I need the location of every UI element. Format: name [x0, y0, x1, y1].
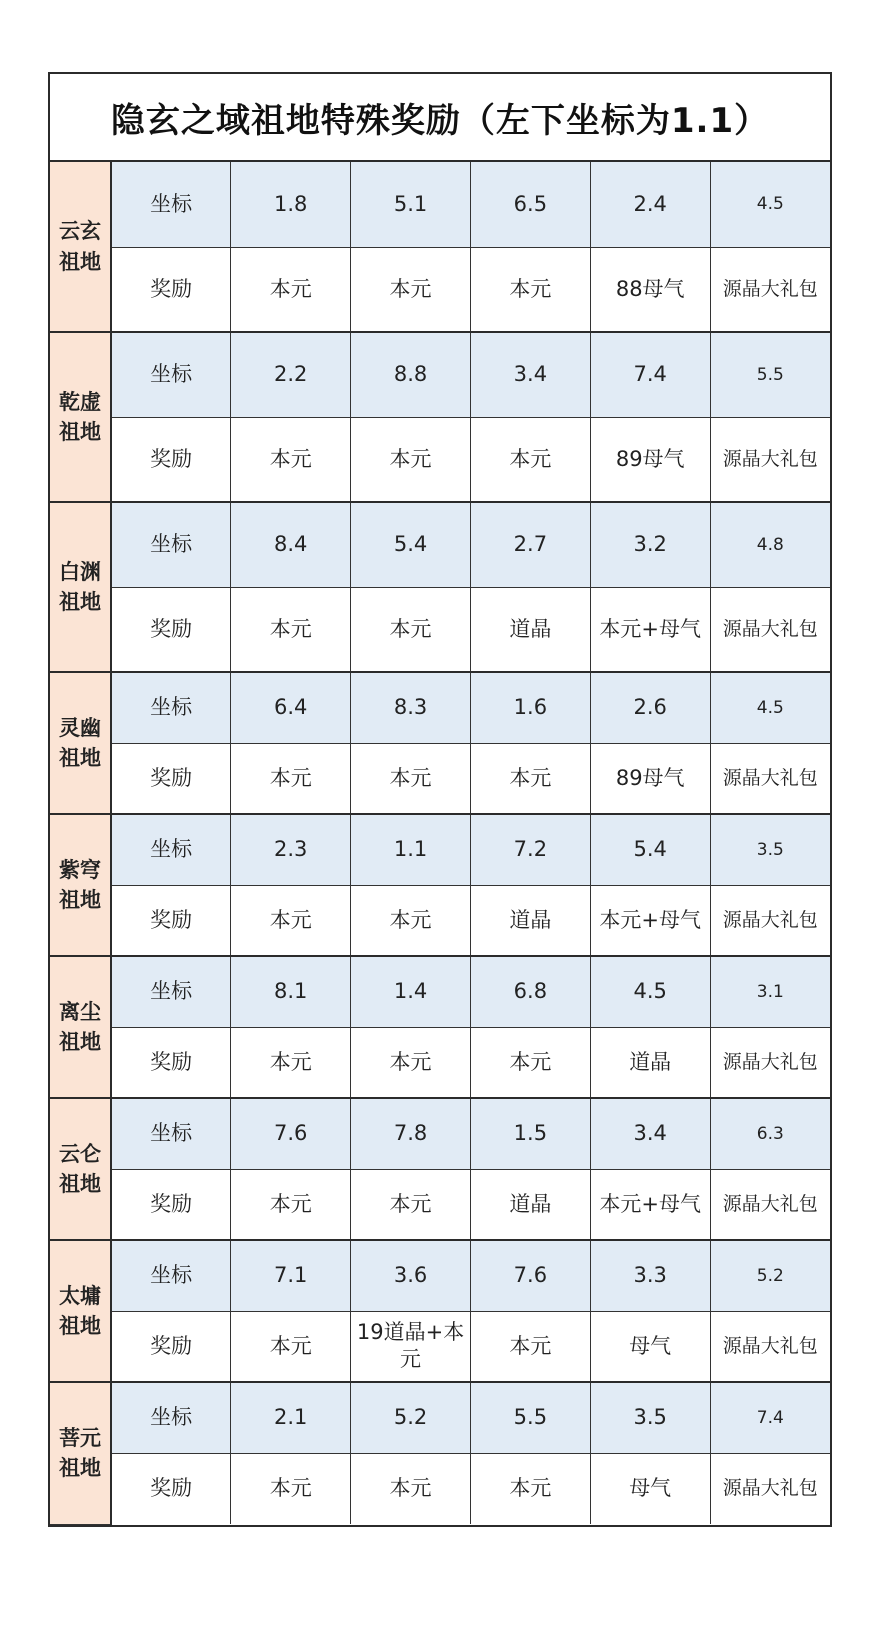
reward-row: [50, 1453, 830, 1524]
reward-cell: 道晶: [470, 1169, 590, 1240]
realm-name-line2: 祖地: [58, 590, 101, 614]
coord-cell: 7.6: [231, 1098, 351, 1169]
reward-label-cell: 奖励: [111, 417, 231, 502]
reward-cell: 本元: [231, 1311, 351, 1382]
reward-cell: 本元: [351, 743, 471, 814]
coord-row: [50, 162, 830, 247]
coord-cell: 8.3: [351, 672, 471, 743]
reward-cell: 本元: [470, 743, 590, 814]
reward-label-cell: 奖励: [111, 247, 231, 332]
coord-row: [50, 1382, 830, 1453]
reward-cell: 母气: [590, 1311, 710, 1382]
reward-cell: 本元: [470, 1311, 590, 1382]
coord-cell: 8.8: [351, 332, 471, 417]
coord-cell: 6.4: [231, 672, 351, 743]
realm-name-line1: 云仑: [58, 1141, 101, 1166]
coord-cell: 7.4: [710, 1382, 830, 1453]
coord-cell: 5.4: [351, 502, 471, 587]
coord-cell: 7.4: [590, 332, 710, 417]
realm-name-line1: 白渊: [58, 559, 101, 584]
reward-row: [50, 417, 830, 502]
reward-cell: 本元+母气: [590, 885, 710, 956]
reward-cell: 本元: [351, 247, 471, 332]
coord-cell: 6.8: [470, 956, 590, 1027]
coord-label-cell: 坐标: [111, 814, 231, 885]
coord-cell: 1.4: [351, 956, 471, 1027]
reward-cell: 本元: [470, 1453, 590, 1524]
reward-row: [50, 743, 830, 814]
coord-cell: 3.4: [470, 332, 590, 417]
reward-cell: 本元: [231, 1169, 351, 1240]
coord-label-cell: 坐标: [111, 1240, 231, 1311]
reward-cell: 源晶大礼包: [710, 1027, 830, 1098]
reward-label-cell: 奖励: [111, 1169, 231, 1240]
reward-cell: 本元: [351, 1027, 471, 1098]
reward-row: [50, 247, 830, 332]
realm-name-line2: 祖地: [58, 1030, 101, 1054]
coord-cell: 4.5: [710, 672, 830, 743]
coord-cell: 8.1: [231, 956, 351, 1027]
coord-cell: 1.1: [351, 814, 471, 885]
reward-cell: 本元: [231, 587, 351, 672]
reward-cell: 本元: [231, 1027, 351, 1098]
realm-name-line1: 乾虚: [58, 389, 101, 414]
coord-label-cell: 坐标: [111, 1098, 231, 1169]
coord-row: [50, 1240, 830, 1311]
coord-cell: 4.8: [710, 502, 830, 587]
reward-label-cell: 奖励: [111, 587, 231, 672]
realm-name-cell: [50, 502, 111, 672]
reward-row: [50, 1169, 830, 1240]
reward-table: [50, 162, 830, 1525]
reward-cell: 母气: [590, 1453, 710, 1524]
coord-cell: 6.3: [710, 1098, 830, 1169]
realm-name-line1: 灵幽: [58, 715, 101, 740]
reward-cell: 源晶大礼包: [710, 417, 830, 502]
reward-cell: 道晶: [470, 885, 590, 956]
realm-name-line1: 太墉: [58, 1283, 101, 1308]
reward-table-sheet: [48, 72, 832, 1527]
reward-cell: 源晶大礼包: [710, 1169, 830, 1240]
coord-cell: 8.4: [231, 502, 351, 587]
realm-name-cell: [50, 956, 111, 1098]
coord-cell: 2.4: [590, 162, 710, 247]
coord-row: [50, 956, 830, 1027]
coord-label-cell: 坐标: [111, 332, 231, 417]
coord-cell: 3.5: [590, 1382, 710, 1453]
coord-label-cell: 坐标: [111, 162, 231, 247]
coord-label-cell: 坐标: [111, 672, 231, 743]
coord-cell: 2.1: [231, 1382, 351, 1453]
reward-cell: 本元: [351, 417, 471, 502]
coord-cell: 4.5: [710, 162, 830, 247]
reward-label-cell: 奖励: [111, 1027, 231, 1098]
coord-cell: 3.4: [590, 1098, 710, 1169]
realm-name-line1: 云玄: [58, 219, 101, 244]
reward-cell: 本元: [351, 885, 471, 956]
reward-cell: 本元: [351, 1453, 471, 1524]
reward-label-cell: 奖励: [111, 1311, 231, 1382]
coord-cell: 6.5: [470, 162, 590, 247]
reward-cell: 本元: [231, 247, 351, 332]
realm-name-line2: 祖地: [58, 1172, 101, 1196]
table-body: [50, 162, 830, 1524]
reward-cell: 本元: [231, 1453, 351, 1524]
reward-cell: 源晶大礼包: [710, 247, 830, 332]
realm-name-line1: 离尘: [58, 999, 101, 1024]
reward-cell: 本元+母气: [590, 1169, 710, 1240]
coord-cell: 7.2: [470, 814, 590, 885]
coord-cell: 3.3: [590, 1240, 710, 1311]
coord-cell: 5.1: [351, 162, 471, 247]
coord-cell: 1.5: [470, 1098, 590, 1169]
reward-label-cell: 奖励: [111, 743, 231, 814]
reward-label-cell: 奖励: [111, 885, 231, 956]
reward-cell: 19道晶+本元: [351, 1311, 471, 1382]
coord-row: [50, 672, 830, 743]
reward-row: [50, 1311, 830, 1382]
coord-cell: 3.2: [590, 502, 710, 587]
coord-cell: 3.6: [351, 1240, 471, 1311]
reward-cell: 本元: [470, 247, 590, 332]
reward-cell: 本元: [470, 417, 590, 502]
coord-cell: 5.2: [351, 1382, 471, 1453]
coord-label-cell: 坐标: [111, 956, 231, 1027]
coord-row: [50, 1098, 830, 1169]
coord-cell: 1.8: [231, 162, 351, 247]
coord-cell: 5.5: [710, 332, 830, 417]
reward-cell: 本元+母气: [590, 587, 710, 672]
realm-name-line2: 祖地: [58, 420, 101, 444]
reward-cell: 本元: [351, 587, 471, 672]
coord-cell: 2.6: [590, 672, 710, 743]
reward-row: [50, 885, 830, 956]
realm-name-line2: 祖地: [58, 1314, 101, 1338]
coord-row: [50, 502, 830, 587]
coord-cell: 2.7: [470, 502, 590, 587]
reward-cell: 本元: [231, 743, 351, 814]
realm-name-cell: [50, 814, 111, 956]
reward-cell: 源晶大礼包: [710, 743, 830, 814]
realm-name-cell: [50, 1240, 111, 1382]
table-title: 隐玄之域祖地特殊奖励（左下坐标为1.1）: [50, 74, 830, 162]
realm-name-cell: [50, 162, 111, 332]
realm-name-line1: 菩元: [58, 1425, 101, 1450]
realm-name-cell: [50, 1098, 111, 1240]
coord-cell: 7.1: [231, 1240, 351, 1311]
reward-cell: 源晶大礼包: [710, 885, 830, 956]
reward-cell: 源晶大礼包: [710, 587, 830, 672]
coord-row: [50, 814, 830, 885]
reward-cell: 本元: [231, 885, 351, 956]
coord-cell: 7.8: [351, 1098, 471, 1169]
reward-cell: 本元: [231, 417, 351, 502]
coord-cell: 3.1: [710, 956, 830, 1027]
reward-cell: 本元: [351, 1169, 471, 1240]
realm-name-line2: 祖地: [58, 888, 101, 912]
coord-cell: 3.5: [710, 814, 830, 885]
reward-cell: 89母气: [590, 743, 710, 814]
reward-cell: 88母气: [590, 247, 710, 332]
reward-row: [50, 1027, 830, 1098]
reward-row: [50, 587, 830, 672]
realm-name-line2: 祖地: [58, 249, 101, 274]
reward-label-cell: 奖励: [111, 1453, 231, 1524]
coord-cell: 2.3: [231, 814, 351, 885]
realm-name-cell: [50, 1382, 111, 1524]
realm-name-line1: 紫穹: [58, 857, 101, 882]
coord-cell: 7.6: [470, 1240, 590, 1311]
coord-row: [50, 332, 830, 417]
realm-name-cell: [50, 332, 111, 502]
reward-cell: 源晶大礼包: [710, 1311, 830, 1382]
reward-cell: 道晶: [590, 1027, 710, 1098]
coord-cell: 1.6: [470, 672, 590, 743]
reward-cell: 源晶大礼包: [710, 1453, 830, 1524]
reward-cell: 道晶: [470, 587, 590, 672]
realm-name-line2: 祖地: [58, 746, 101, 770]
coord-cell: 5.2: [710, 1240, 830, 1311]
coord-cell: 4.5: [590, 956, 710, 1027]
realm-name-line2: 祖地: [58, 1456, 101, 1481]
reward-cell: 本元: [470, 1027, 590, 1098]
coord-label-cell: 坐标: [111, 1382, 231, 1453]
coord-cell: 2.2: [231, 332, 351, 417]
reward-cell: 89母气: [590, 417, 710, 502]
realm-name-cell: [50, 672, 111, 814]
coord-label-cell: 坐标: [111, 502, 231, 587]
coord-cell: 5.4: [590, 814, 710, 885]
coord-cell: 5.5: [470, 1382, 590, 1453]
